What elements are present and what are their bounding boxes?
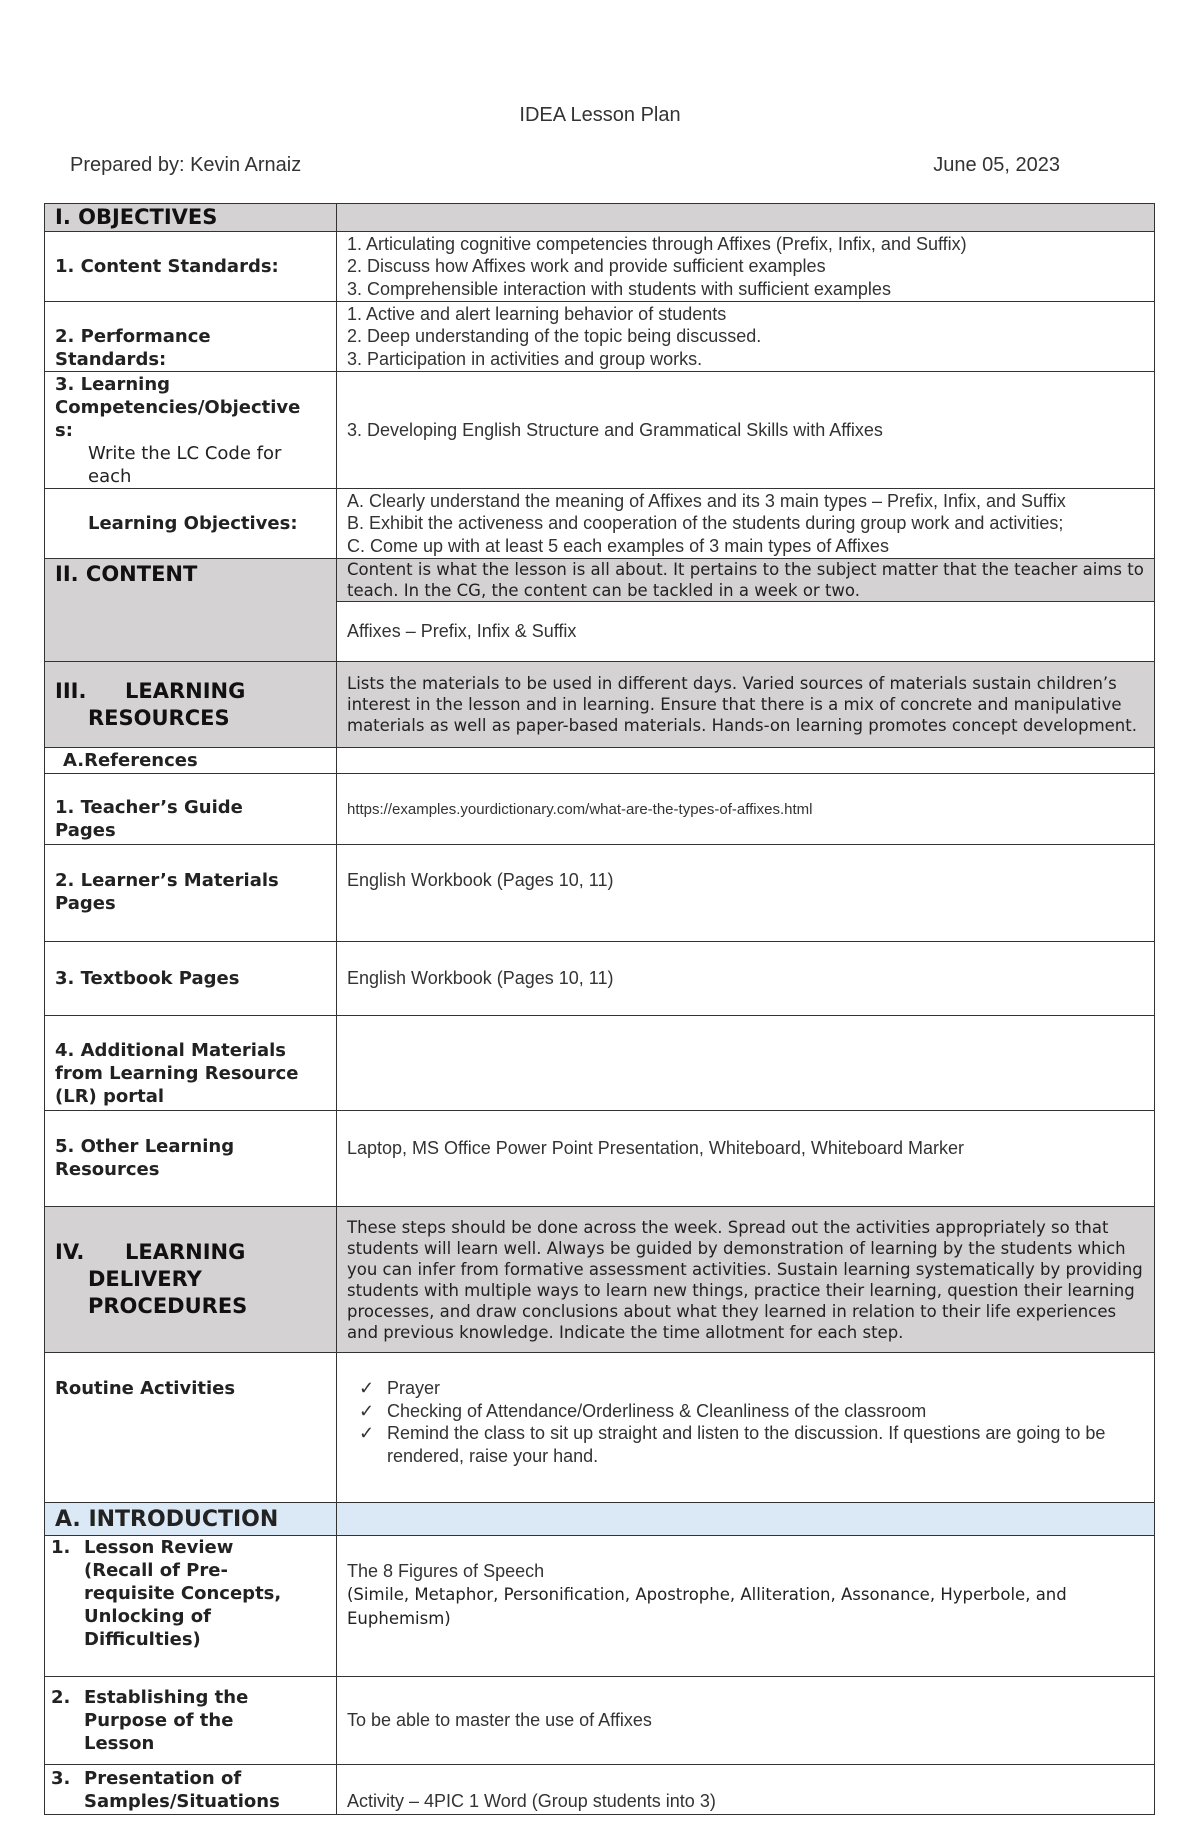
- list-item: ✓ Prayer: [359, 1378, 441, 1398]
- introduction-empty-cell: [337, 1503, 1155, 1536]
- routine-checklist: [347, 1377, 1144, 1467]
- objectives-empty-cell: [337, 204, 1155, 232]
- textbook-value: English Workbook (Pages 10, 11): [337, 942, 1155, 1016]
- additional-materials-row: [45, 1016, 1155, 1111]
- list-item: B. Exhibit the activeness and cooperation of the students during group work and activities;: [347, 513, 1064, 534]
- learning-objectives-value: [337, 489, 1155, 559]
- content-standards-label: 1. Content Standards:: [45, 232, 337, 302]
- checkmark-icon: ✓: [359, 1400, 375, 1421]
- list-item: 1. Articulating cognitive competencies through Affixes (Prefix, Infix, and Suffix): [347, 233, 967, 254]
- lesson-review-value: The 8 Figures of Speech (Simile, Metaphor, Personification, Apostrophe, Alliteration, Assonance, Hyperbole, and Euphemism): [337, 1536, 1155, 1677]
- delivery-heading: IV. LEARNING DELIVERY PROCEDURES: [45, 1207, 337, 1353]
- content-heading: II. CONTENT: [45, 559, 337, 662]
- introduction-heading: A. INTRODUCTION: [45, 1503, 337, 1536]
- other-resources-value: Laptop, MS Office Power Point Presentation, Whiteboard, Whiteboard Marker: [337, 1111, 1155, 1207]
- additional-materials-value: [337, 1016, 1155, 1111]
- references-row: [45, 748, 1155, 774]
- content-value: Affixes – Prefix, Infix & Suffix: [337, 602, 1155, 662]
- document-title: IDEA Lesson Plan: [519, 104, 681, 126]
- textbook-row: [45, 942, 1155, 1016]
- purpose-row: [45, 1677, 1155, 1765]
- content-note: Content is what the lesson is all about. It pertains to the subject matter that the teacher aims to teach. In the CG, the content can be tackled in a week or two.: [337, 559, 1155, 602]
- list-item: 3. Comprehensible interaction with students with sufficient examples: [347, 278, 891, 299]
- references-label: A.References: [45, 748, 337, 774]
- learners-materials-label: 2. Learner’s Materials Pages: [45, 845, 337, 942]
- presentation-row: [45, 1765, 1155, 1815]
- other-resources-label: 5. Other Learning Resources: [45, 1111, 337, 1207]
- introduction-header-row: [45, 1503, 1155, 1536]
- list-item: 1. Active and alert learning behavior of students: [347, 303, 727, 324]
- document-date: June 05, 2023: [933, 154, 1060, 176]
- content-standards-value: [337, 232, 1155, 302]
- teachers-guide-label: 1. Teacher’s Guide Pages: [45, 774, 337, 845]
- resources-heading: III. LEARNING RESOURCES: [45, 662, 337, 748]
- learning-objectives-label: Learning Objectives:: [45, 489, 337, 559]
- routine-label: Routine Activities: [45, 1353, 337, 1503]
- prepared-by: Prepared by: Kevin Arnaiz: [70, 154, 302, 176]
- performance-standards-label: 2. Performance Standards:: [45, 302, 337, 372]
- presentation-value: Activity – 4PIC 1 Word (Group students into 3): [337, 1765, 1155, 1815]
- other-resources-row: [45, 1111, 1155, 1207]
- competencies-value: 3. Developing English Structure and Grammatical Skills with Affixes: [337, 372, 1155, 489]
- list-item: A. Clearly understand the meaning of Affixes and its 3 main types – Prefix, Infix, and Suffix: [347, 490, 1066, 511]
- textbook-label: 3. Textbook Pages: [45, 942, 337, 1016]
- purpose-label: 2. Establishing the Purpose of the Lesson: [45, 1677, 337, 1765]
- learners-materials-value: English Workbook (Pages 10, 11): [337, 845, 1155, 942]
- checkmark-icon: ✓: [359, 1423, 375, 1443]
- routine-row: [45, 1353, 1155, 1503]
- resources-header-row: [45, 662, 1155, 748]
- teachers-guide-link[interactable]: https://examples.yourdictionary.com/what-are-the-types-of-affixes.html: [337, 774, 1155, 845]
- content-standards-row: [45, 232, 1155, 302]
- purpose-value: To be able to master the use of Affixes: [337, 1677, 1155, 1765]
- lesson-review-label: 1. Lesson Review (Recall of Pre- requisite Concepts, Unlocking of Difficulties): [45, 1536, 337, 1677]
- resources-note: Lists the materials to be used in different days. Varied sources of materials sustain children’s interest in the lesson and in learning. Ensure that there is a mix of concrete and manipulative materials as well as paper-based materials. Hands-on learning promotes concept development.: [337, 662, 1155, 748]
- additional-materials-label: 4. Additional Materials from Learning Resource (LR) portal: [45, 1016, 337, 1111]
- performance-standards-value: [337, 302, 1155, 372]
- routine-value: [337, 1353, 1155, 1503]
- references-empty-cell: [337, 748, 1155, 774]
- teachers-guide-row: [45, 774, 1155, 845]
- performance-standards-row: [45, 302, 1155, 372]
- presentation-label: 3. Presentation of Samples/Situations: [45, 1765, 337, 1815]
- list-item: 3. Participation in activities and group works.: [347, 348, 703, 369]
- objectives-heading: I. OBJECTIVES: [45, 204, 337, 232]
- list-item: 2. Discuss how Affixes work and provide sufficient examples: [347, 256, 826, 277]
- objectives-header-row: [45, 204, 1155, 232]
- list-item: C. Come up with at least 5 each examples of 3 main types of Affixes: [347, 535, 889, 556]
- list-item: ✓ Checking of Attendance/Orderliness & Cleanliness of the classroom: [359, 1400, 927, 1421]
- lesson-review-row: [45, 1536, 1155, 1677]
- learning-objectives-row: [45, 489, 1155, 559]
- list-item: 2. Deep understanding of the topic being discussed.: [347, 326, 762, 347]
- checkmark-icon: ✓: [359, 1378, 375, 1398]
- list-item: ✓ Remind the class to sit up straight and listen to the discussion. If questions are going to be rendered, raise your hand.: [359, 1423, 1106, 1466]
- content-note-row: [45, 559, 1155, 602]
- lesson-plan-table: [44, 203, 1155, 1815]
- learners-materials-row: [45, 845, 1155, 942]
- competencies-label: 3. Learning Competencies/Objective s: Write the LC Code for each: [45, 372, 337, 489]
- competencies-row: [45, 372, 1155, 489]
- delivery-note: These steps should be done across the week. Spread out the activities appropriately so that students will learn well. Always be guided by demonstration of learning by the students which you can infer from formative assessment activities. Sustain learning systematically by providing students with multiple ways to learn new things, practice their learning, question their learning processes, and draw conclusions about what they learned in relation to their life experiences and previous knowledge. Indicate the time allotment for each step.: [337, 1207, 1155, 1353]
- delivery-header-row: [45, 1207, 1155, 1353]
